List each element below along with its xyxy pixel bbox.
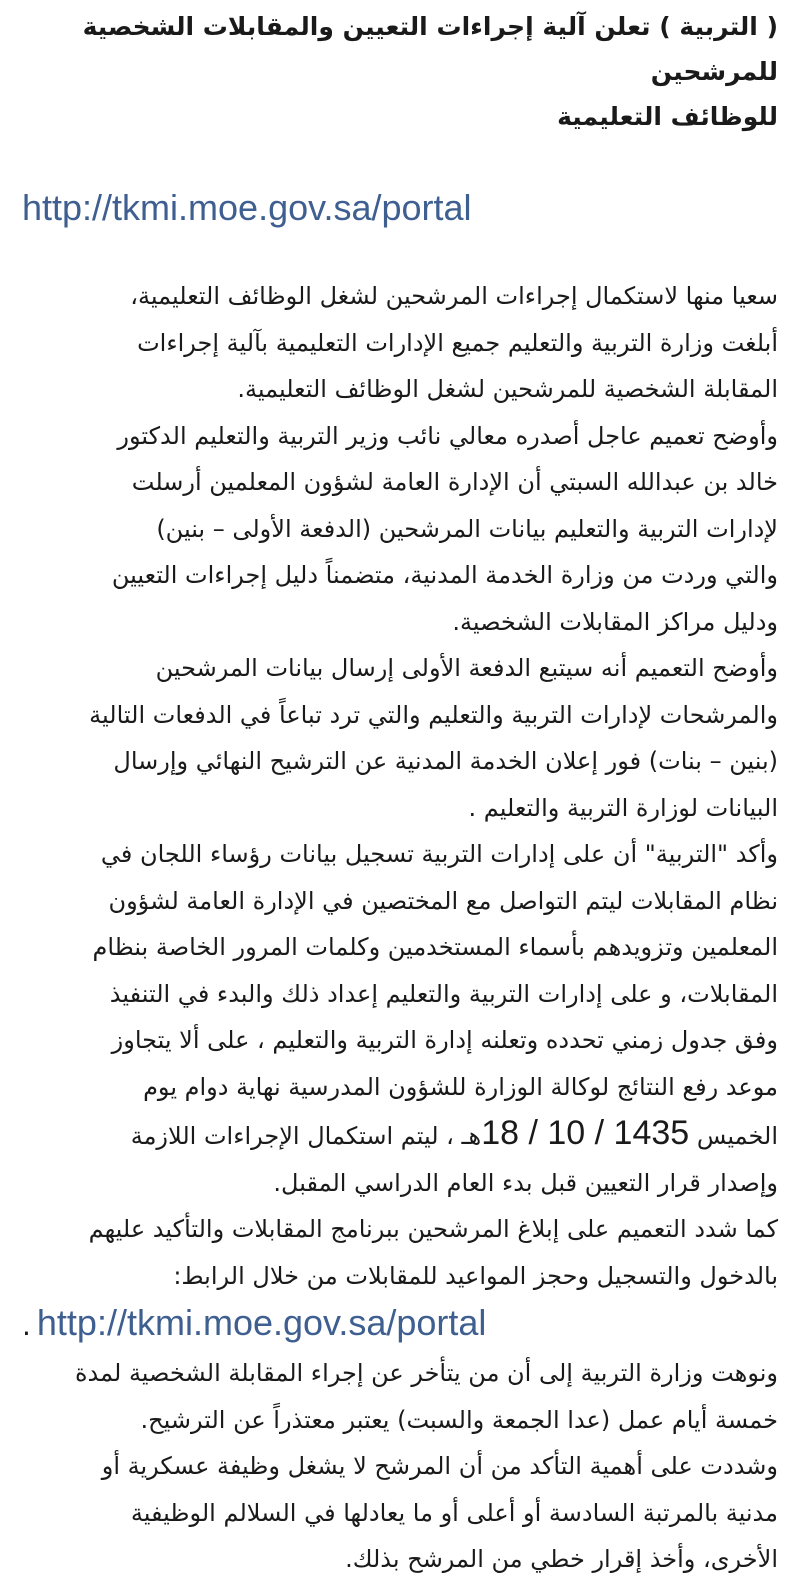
portal-link[interactable]: http://tkmi.moe.gov.sa/portal — [22, 187, 472, 228]
body-line: مدنية بالمرتبة السادسة أو أعلى أو ما يعادلها في السلالم الوظيفية — [130, 1498, 778, 1527]
link-period: . — [22, 1309, 31, 1342]
body-line: موعد رفع النتائج لوكالة الوزارة للشؤون المدرسية نهاية دوام يوم — [143, 1072, 778, 1101]
date-prefix: الخميس — [696, 1122, 778, 1150]
body-line: وإصدار قرار التعيين قبل بدء العام الدراسي المقبل. — [273, 1168, 778, 1197]
title-line-2: للوظائف التعليمية — [557, 102, 778, 131]
body-line: وأوضح تعميم عاجل أصدره معالي نائب وزير التربية والتعليم الدكتور — [117, 421, 778, 450]
body-line: وشددت على أهمية التأكد من أن المرشح لا يشغل وظيفة عسكرية أو — [101, 1452, 778, 1480]
body-line: والمرشحات لإدارات التربية والتعليم والتي ترد تباعاً في الدفعات التالية — [89, 700, 778, 729]
body-line: وأوضح التعميم أنه سيتبع الدفعة الأولى إرسال بيانات المرشحين — [155, 654, 778, 682]
body-line: وأكد "التربية" أن على إدارات التربية تسجيل بيانات رؤساء اللجان في — [100, 840, 778, 868]
body-line: سعيا منها لاستكمال إجراءات المرشحين لشغل الوظائف التعليمية، — [130, 282, 778, 310]
body-line: أبلغت وزارة التربية والتعليم جميع الإدارات التعليمية بآلية إجراءات — [137, 328, 778, 357]
article-title — [22, 4, 778, 139]
article-body — [22, 273, 778, 1583]
title-line-1: ( التربية ) تعلن آلية إجراءات التعيين والمقابلات الشخصية للمرشحين — [82, 12, 778, 86]
body-line: المقابلات، و على إدارات التربية والتعليم إعداد ذلك والبدء في التنفيذ — [109, 979, 778, 1008]
body-line: خمسة أيام عمل (عدا الجمعة والسبت) يعتبر معتذراً عن الترشيح. — [140, 1405, 778, 1434]
body-line: الأخرى، وأخذ إقرار خطي من المرشح بذلك. — [345, 1545, 778, 1573]
body-line: (بنين – بنات) فور إعلان الخدمة المدنية عن الترشيح النهائي وإرسال — [113, 747, 778, 775]
body-line: نظام المقابلات ليتم التواصل مع المختصين في الإدارة العامة لشؤون — [108, 886, 778, 915]
body-line: البيانات لوزارة التربية والتعليم . — [468, 793, 778, 822]
body-line: ودليل مراكز المقابلات الشخصية. — [452, 607, 778, 636]
body-line: ونوهت وزارة التربية إلى أن من يتأخر عن إجراء المقابلة الشخصية لمدة — [74, 1359, 778, 1387]
body-line: المقابلة الشخصية للمرشحين لشغل الوظائف التعليمية. — [237, 375, 778, 403]
registration-link-line — [22, 1299, 778, 1350]
date-suffix: هـ ، ليتم استكمال الإجراءات اللازمة — [130, 1122, 482, 1150]
registration-portal-link[interactable]: http://tkmi.moe.gov.sa/portal — [36, 1302, 487, 1343]
body-line: والتي وردت من وزارة الخدمة المدنية، متضمناً دليل إجراءات التعيين — [111, 561, 778, 589]
body-line: كما شدد التعميم على إبلاغ المرشحين ببرنامج المقابلات والتأكيد عليهم — [88, 1215, 778, 1243]
hijri-date: 18 / 10 / 1435 — [481, 1114, 690, 1152]
body-line: بالدخول والتسجيل وحجز المواعيد للمقابلات من خلال الرابط: — [173, 1261, 778, 1290]
body-line: خالد بن عبدالله السبتي أن الإدارة العامة لشؤون المعلمين أرسلت — [131, 468, 778, 496]
body-line: لإدارات التربية والتعليم بيانات المرشحين (الدفعة الأولى – بنين) — [156, 514, 778, 543]
date-line — [22, 1110, 778, 1160]
body-line: المعلمين وتزويدهم بأسماء المستخدمين وكلمات المرور الخاصة بنظام — [92, 933, 778, 961]
body-line: وفق جدول زمني تحدده وتعلنه إدارة التربية والتعليم ، على ألا يتجاوز — [111, 1026, 778, 1054]
